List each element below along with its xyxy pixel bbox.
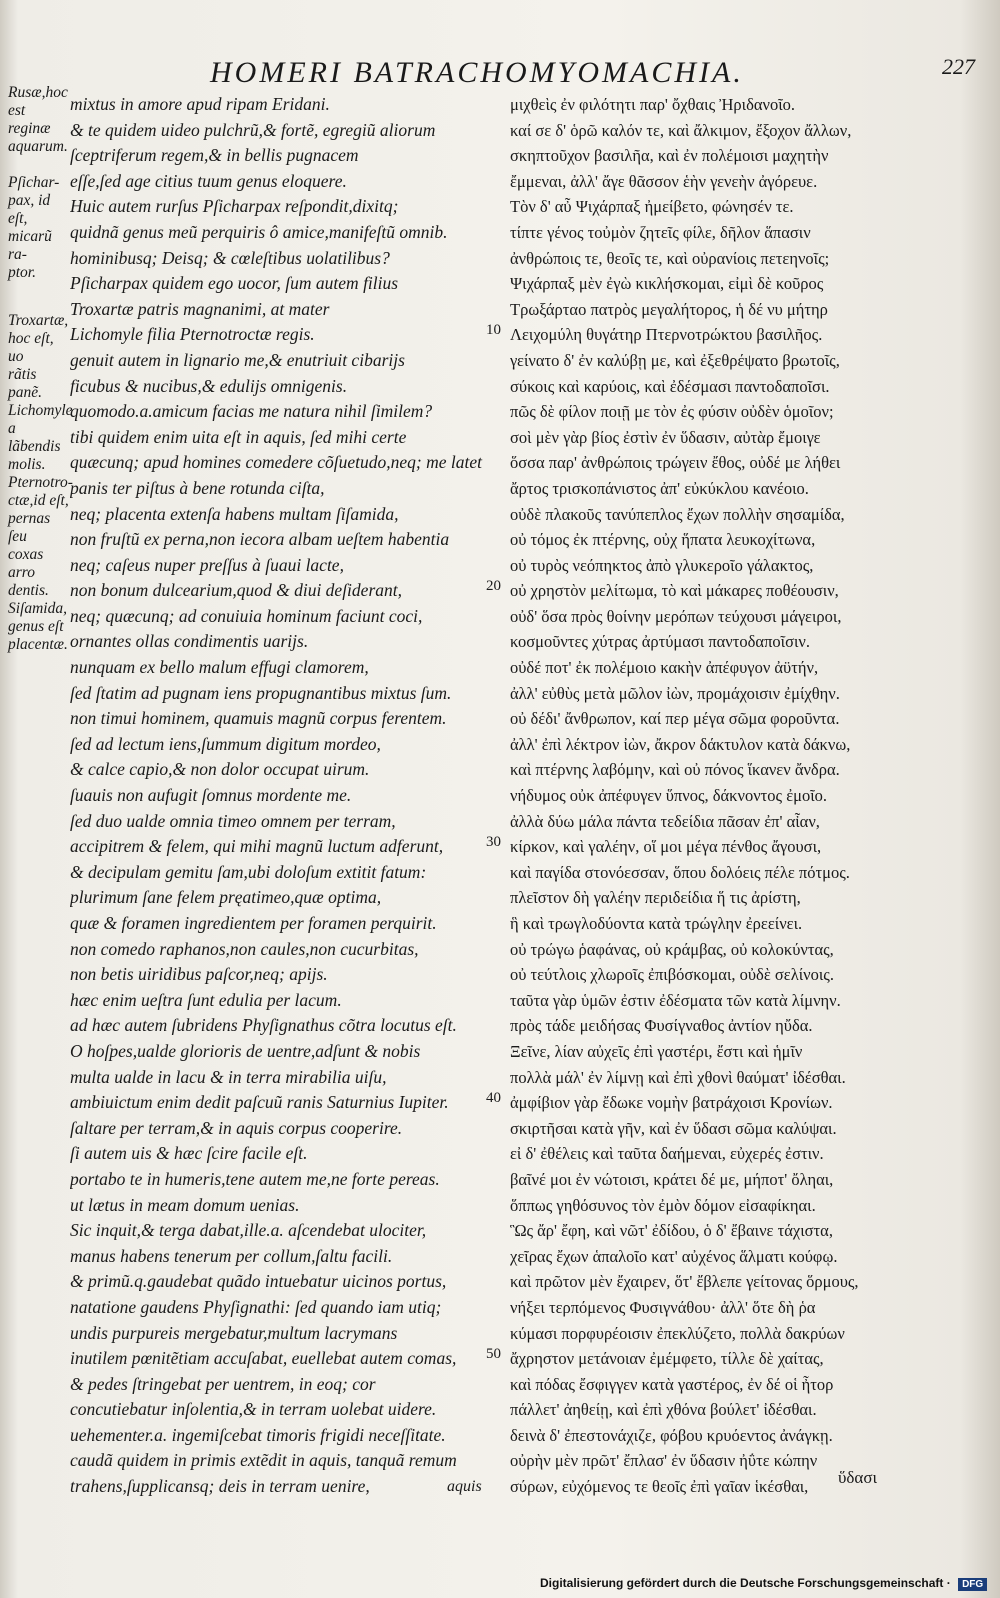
greek-line: καὶ πρῶτον μὲν ἔχαιρεν, ὅτ' ἔβλεπε γείτονας ὅρμους, (510, 1272, 859, 1292)
greek-line: Τρωξάρταο πατρὸς μεγαλήτορος, ἡ δέ νυ μήτηρ (510, 299, 828, 319)
latin-line: Sic inquit,& terga dabat,ille.a. aſcendebat ulociter, (70, 1220, 427, 1241)
greek-line: πάλλετ' ἀηθείῃ, καὶ ἐπὶ χθόνα βούλετ' ἰδέσθαι. (510, 1400, 817, 1420)
latin-line: panis ter piſtus à bene rotunda ciſta, (70, 477, 325, 498)
latin-line: hæc enim ueſtra ſunt edulia per lacum. (70, 989, 342, 1010)
greek-line: οὐδὲ πλακοῦς τανύπεπλος ἔχων πολλὴν σησαμίδα, (510, 504, 845, 524)
latin-line: neq; quæcunq; ad conuiuia hominum faciunt coci, (70, 605, 423, 626)
latin-line: ambiuictum enim dedit paſcuũ ranis Saturnius Iupiter. (70, 1092, 449, 1113)
latin-line: uehementer.a. ingemiſcebat timoris frigidi neceſſitate. (70, 1424, 446, 1445)
greek-line: σκιρτῆσαι κατὰ γῆν, καὶ ἐν ὕδασι σῶμα καλύψαι. (510, 1118, 837, 1138)
greek-line: οὐ τρώγω ῥαφάνας, οὐ κράμβας, οὐ κολοκύντας, (510, 939, 834, 959)
greek-line: οὐρὴν μὲν πρῶτ' ἔπλασ' ἐν ὕδασιν ἠΰτε κώπην (510, 1451, 818, 1471)
greek-line: ἀλλ' ἐπὶ λέκτρον ἰὼν, ἄκρον δάκτυλον κατὰ δάκνω, (510, 734, 851, 754)
latin-line: plurimum ſane felem pręatimeo,quæ optima, (70, 887, 382, 908)
latin-line: & te quidem uideo pulchrũ,& fortẽ, egregiũ aliorum (70, 119, 436, 140)
greek-line: ἀνθρώποις τε, θεοῖς τε, καὶ οὐρανίοις πετεηνοῖς; (510, 248, 830, 268)
greek-line: ἀμφίβιον γὰρ ἔδωκε νομὴν βατράχοισι Κρονίων. (510, 1093, 833, 1113)
latin-line: non fruſtũ ex perna,non iecora albam ueſtem habentia (70, 529, 450, 550)
latin-line: quæcunq; apud homines comedere cõſuetudo,neq; me latet (70, 452, 482, 473)
latin-line: genuit autem in lignario me,& enutriuit cibarijs (70, 349, 405, 370)
latin-line: & pedes ſtringebat per uentrem, in eoq; cor (70, 1373, 376, 1394)
latin-line: non comedo raphanos,non caules,non cucurbitas, (70, 938, 419, 959)
greek-line: καί σε δ' ὁρῶ καλόν τε, καὶ ἄλκιμον, ἔξοχον ἄλλων, (510, 120, 852, 140)
latin-line: caudã quidem in primis extẽdit in aquis, tanquã remum (70, 1450, 457, 1471)
dfg-logo: DFG (958, 1578, 987, 1591)
latin-line: hominibusq; Deisq; & cœleſtibus uolatilibus? (70, 247, 390, 268)
latin-line: undis purpureis mergebatur,multum lacrymans (70, 1322, 398, 1343)
greek-line: καὶ παγίδα στονόεσσαν, ὅπου δολόεις πέλε πότμος. (510, 862, 850, 882)
greek-line: κοσμοῦντες χύτρας ἀρτύμασι παντοδαποῖσιν. (510, 632, 811, 652)
latin-line: ſaltare per terram,& in aquis corpus cooperire. (70, 1117, 403, 1138)
latin-line: non timui hominem, quamuis magnũ corpus ferentem. (70, 708, 447, 729)
greek-line: Ξεῖνε, λίαν αὐχεῖς ἐπὶ γαστέρι, ἔστι καὶ ἡμῖν (510, 1041, 803, 1061)
greek-line: καὶ πτέρνης λαβόμην, καὶ οὐ πόνος ἵκανεν ἄνδρα. (510, 760, 840, 780)
greek-line: ἔμμεναι, ἀλλ' ἄγε θᾶσσον ἑὴν γενεὴν ἀγόρευε. (510, 171, 818, 191)
greek-line: μιχθεὶς ἐν φιλότητι παρ' ὄχθαις Ἠριδανοῖο. (510, 95, 796, 114)
running-title: HOMERI BATRACHOMYOMACHIA. (210, 56, 744, 89)
greek-line: σοὶ μὲν γὰρ βίος ἐστὶν ἐν ὕδασιν, αὐτὰρ ἔμοιγε (510, 427, 821, 447)
latin-line: ſi autem uis & hæc ſcire facile eſt. (70, 1143, 308, 1164)
latin-line: ſceptriferum regem,& in bellis pugnacem (70, 145, 359, 166)
greek-line: τίπτε γένος τοὐμὸν ζητεῖς φίλε, δῆλον ἅπασιν (510, 222, 811, 242)
latin-line: eſſe,ſed age citius tuum genus eloquere. (70, 170, 347, 191)
greek-line: ὅππως γηθόσυνος τὸν ἐμὸν δόμον εἰσαφίκηαι. (510, 1195, 816, 1215)
latin-line: ſed ad lectum iens,ſummum digitum mordeo, (70, 733, 381, 754)
latin-line: Troxartæ patris magnanimi, at mater (70, 298, 330, 319)
latin-line: trahens,ſupplicansq; deis in terram uenire, (70, 1476, 370, 1497)
catchword-latin: aquis (447, 1478, 482, 1495)
greek-line: πολλὰ μάλ' ἐν λίμνῃ καὶ ἐπὶ χθονὶ θαύματ' ἰδέσθαι. (510, 1067, 846, 1087)
latin-line: ſuauis non aufugit ſomnus mordente me. (70, 785, 352, 806)
greek-line: χεῖρας ἔχων ἁπαλοῖο κατ' αὐχένος ἅλματι κούφῳ. (510, 1246, 838, 1266)
latin-line: Huic autem rurſus Pſicharpax reſpondit,dixitq; (70, 196, 399, 217)
greek-line: οὐ τυρὸς νεόπηκτος ἀπὸ γλυκεροῖο γάλακτος, (510, 555, 814, 575)
latin-line: concutiebatur inſolentia,& in terram uolebat uidere. (70, 1399, 437, 1420)
latin-line: mixtus in amore apud ripam Eridani. (70, 94, 330, 114)
latin-column (70, 92, 490, 1500)
margin-note: Rusæ,hoc est reginæ aquarum. (8, 84, 68, 155)
greek-line: ἄχρηστον μετάνοιαν ἐμέμφετο, τίλλε δὲ χαίτας, (510, 1349, 824, 1369)
greek-line: ἀλλ' εὐθὺς μετὰ μῶλον ἰὼν, προμάχοισιν ἐμίχθην. (510, 683, 840, 703)
greek-line: οὐδ' ὅσα πρὸς θοίνην μερόπων τεύχουσι μάγειροι, (510, 606, 842, 626)
greek-line: οὐ δέδι' ἄνθρωπον, καί περ μέγα σῶμα φοροῦντα. (510, 709, 840, 729)
line-number: 40 (486, 1090, 501, 1106)
greek-line: πλεῖστον δὴ γαλέην περιδείδια ἥ τις ἀρίστη, (510, 888, 801, 908)
greek-line: κίρκον, καὶ γαλέην, οἵ μοι μέγα πένθος ἄγουσι, (510, 837, 822, 857)
greek-line: ἄρτος τρισκοπάνιστος ἀπ' εὐκύκλου κανέοιο. (510, 478, 809, 498)
greek-line: γείνατο δ' ἐν καλύβῃ με, καὶ ἐξεθρέψατο βρωτοῖς, (510, 350, 840, 370)
latin-line: portabo te in humeris,tene autem me,ne forte pereas. (70, 1168, 440, 1189)
latin-line: & decipulam gemitu ſam,ubi doloſum extitit fatum: (70, 861, 427, 882)
latin-line: ſed duo ualde omnia timeo omnem per terram, (70, 810, 396, 831)
latin-line: multa ualde in lacu & in terra mirabilia uiſu, (70, 1066, 387, 1087)
greek-line: ταῦτα γὰρ ὑμῶν ἐστιν ἐδέσματα τῶν κατὰ λίμνην. (510, 990, 841, 1010)
latin-line: neq; placenta extenſa habens multam ſiſamida, (70, 503, 399, 524)
greek-line: βαῖνέ μοι ἐν νώτοισι, κράτει δέ με, μήποτ' ὄληαι, (510, 1169, 834, 1189)
latin-line: ornantes ollas condimentis uarijs. (70, 631, 309, 652)
latin-line: natatione gaudens Phyſignathi: ſed quando iam utiq; (70, 1296, 442, 1317)
latin-line: nunquam ex bello malum effugi clamorem, (70, 657, 369, 678)
greek-line: κύμασι πορφυρέοισιν ἐπεκλύζετο, πολλὰ δακρύων (510, 1323, 845, 1343)
latin-line: O hoſpes,ualde glorioris de uentre,adſunt & nobis (70, 1040, 421, 1061)
greek-line: εἰ δ' ἐθέλεις καὶ ταῦτα δαήμεναι, εὐχερές ἐστιν. (510, 1144, 824, 1164)
latin-line: accipitrem & felem, qui mihi magnũ luctum adferunt, (70, 836, 444, 857)
latin-line: non betis uiridibus paſcor,neq; apijs. (70, 964, 328, 985)
greek-line: οὐδέ ποτ' ἐκ πολέμοιο κακὴν ἀπέφυγον ἀϋτήν, (510, 658, 819, 678)
greek-line: πρὸς τάδε μειδήσας Φυσίγναθος ἀντίον ηὔδα. (510, 1016, 813, 1036)
latin-line: non bonum dulcearium,quod & diui deſiderant, (70, 580, 402, 601)
credit-text: Digitalisierung gefördert durch die Deutsche Forschungsgemeinschaft · (540, 1576, 951, 1590)
folio-number: 227 (942, 54, 975, 79)
latin-line: Pſicharpax quidem ego uocor, ſum autem filius (70, 273, 399, 294)
greek-line: σύκοις καὶ καρύοις, καὶ ἐδέσμασι παντοδαποῖσι. (510, 376, 830, 396)
line-number: 30 (486, 834, 501, 850)
greek-line: οὐ τόμος ἐκ πτέρνης, οὐχ ἥπατα λευκοχίτωνα, (510, 530, 816, 550)
greek-line: Ψιχάρπαξ μὲν ἐγὼ κικλήσκομαι, εἰμὶ δὲ κοῦρος (510, 274, 824, 294)
greek-line: ἣ καὶ τρωγλοδύοντα κατὰ τρώγλην ἐρεείνει. (510, 914, 803, 933)
greek-line: καὶ πόδας ἔσφιγγεν κατὰ γαστέρος, ἐν δέ οἱ ἦτορ (510, 1374, 834, 1394)
greek-line: δεινὰ δ' ἐπεστονάχιζε, φόβου κρυόεντος ἀνάγκῃ. (510, 1425, 833, 1445)
greek-line: Ὣς ἄρ' ἔφη, καὶ νῶτ' ἐδίδου, ὁ δ' ἔβαινε τάχιστα, (510, 1221, 833, 1241)
latin-line: quomodo.a.amicum facias me natura nihil ſimilem? (70, 401, 433, 422)
greek-line: σκηπτοῦχον βασιλῆα, καὶ ἐν πολέμοισι μαχητὴν (510, 146, 829, 166)
margin-note: Pſichar- pax, id eſt, micarũ ra- ptor. (8, 174, 60, 281)
digitization-credit (540, 1576, 987, 1591)
latin-line: Lichomyle filia Pternotroctæ regis. (70, 324, 315, 345)
greek-line: οὐ χρηστὸν μελίτωμα, τὸ καὶ μάκαρες ποθέουσιν, (510, 581, 839, 601)
latin-line: ad hæc autem ſubridens Phyſignathus cõtra locutus eſt. (70, 1015, 457, 1036)
latin-line: neq; caſeus nuper preſſus à ſuaui lacte, (70, 554, 344, 575)
latin-line: inutilem pœnitẽtiam accuſabat, euellebat autem comas, (70, 1348, 457, 1369)
greek-line: νήξει τερπόμενος Φυσιγνάθου· ἀλλ' ὅτε δὴ ῥα (510, 1297, 816, 1317)
greek-line: ἀλλὰ δύω μάλα πάντα τεδείδια πᾶσαν ἐπ' αἶαν, (510, 811, 820, 831)
greek-column (510, 92, 890, 1500)
latin-line: & primũ.q.gaudebat quãdo intuebatur uicinos portus, (70, 1271, 447, 1292)
latin-line: ficubus & nucibus,& edulijs omnigenis. (70, 375, 348, 396)
catchword-greek: ὕδασι (838, 1468, 878, 1487)
latin-line: & calce capio,& non dolor occupat uirum. (70, 759, 370, 780)
line-number: 10 (486, 322, 501, 338)
margin-notes (8, 84, 73, 668)
line-number: 50 (486, 1346, 501, 1362)
greek-line: Λειχομύλη θυγάτηρ Πτερνοτρώκτου βασιλῆος. (510, 325, 823, 345)
greek-line: πῶς δὲ φίλον ποιῇ με τὸν ἐς φύσιν οὐδὲν ὁμοῖον; (510, 402, 834, 422)
greek-line: σύρων, εὐχόμενος τε θεοῖς ἐπὶ γαῖαν ἱκέσθαι, (510, 1477, 809, 1497)
greek-line: ὅσσα παρ' ἀνθρώποις τρώγειν ἔθος, οὐδέ με λήθει (510, 453, 841, 473)
greek-line: Τὸν δ' αὖ Ψιχάρπαξ ἠμείβετο, φώνησέν τε. (510, 197, 794, 217)
greek-line: οὐ τεύτλοις χλωροῖς ἐπιβόσκομαι, οὐδὲ σελίνοις. (510, 965, 834, 985)
margin-note: Troxartæ, hoc eſt, uo rãtis panẽ. Lichomyle a lãbendis molis. Pternotro- ctæ,id eſt, pernas ſeu coxas arro dentis. Siſamida, genus eſt placentæ. (8, 312, 73, 653)
latin-line: quidnã genus meũ perquiris ô amice,manifeſtũ omnib. (70, 221, 448, 242)
latin-line: tibi quidem enim uita eſt in aquis, ſed mihi certe (70, 426, 407, 447)
latin-line: ſed ſtatim ad pugnam iens propugnantibus mixtus ſum. (70, 682, 452, 703)
latin-line: quæ & foramen ingredientem per foramen perquirit. (70, 913, 437, 933)
greek-line: νήδυμος οὐκ ἀπέφυγεν ὕπνος, δάκνοντος ἐμοῖο. (510, 786, 828, 806)
line-number: 20 (486, 578, 501, 594)
latin-line: ut lætus in meam domum uenias. (70, 1194, 300, 1215)
latin-line: manus habens tenerum per collum,ſaltu facili. (70, 1245, 393, 1266)
